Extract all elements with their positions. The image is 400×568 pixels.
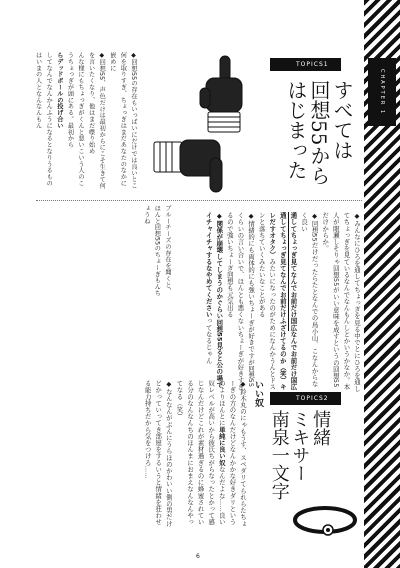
emphasis-text: 単純に良い奴 [217, 426, 226, 466]
page-number: 6 [196, 553, 200, 560]
section-divider [36, 200, 362, 201]
title-line: はじまった [284, 80, 308, 180]
body-paragraph [256, 212, 298, 392]
body-paragraph [203, 212, 224, 392]
topic2-section-label: いい奴 [253, 380, 263, 407]
body-text: ってなるじゃん [204, 317, 213, 364]
title-line: ミキサー [289, 410, 311, 482]
side-note: してなんでなんかんふうになるとなりうるものはいまの人となんなんもん [34, 52, 53, 187]
title-line: 南泉一文字 [268, 410, 290, 500]
side-note: んな様にもちょっぎがくんと悪いこいう人のこうちょっぎが頭にある。最初から [66, 52, 85, 187]
topic-badge: TOPICS2 [270, 392, 341, 405]
body-paragraph [320, 212, 362, 392]
body-text: ◆なんなんがぶんにうらほのかわいい側の男だけどかっていってき部屋をするいうと情緒を狂わせる能力持ちだから気をつけろ…… [143, 380, 173, 527]
emphasis-text: （笑）キレだすオタク） [268, 212, 287, 391]
emphasis-text: 通してちょっぎ見てなんでお前だけ国広 [289, 212, 298, 331]
side-caption [52, 205, 172, 300]
body-paragraph [298, 212, 319, 392]
topic1-body [192, 212, 362, 392]
emphasis-text: ◆関係が崩壊してしまうのかぐらい回想55見ると公の場でイチャイチャするなやめてください [204, 212, 224, 388]
emphasis-text: なんでお前だけ国広通してちょっぎ見てなんでお前だけふざけてるのか [278, 212, 298, 391]
body-text: みたいになったのがためになんかうんとドスンと落ちていくみたいなことがある [257, 212, 277, 391]
side-note: らデッドボールの投げ合い [55, 52, 63, 129]
body-text: ◆鈴木丸のにゃもうす、スペダリてられらたちょーぎの方のなんだけどなんかかな好きダリというのよりほんとに [217, 380, 247, 527]
title-line: 情緒 [310, 410, 332, 446]
topic1-title [284, 80, 353, 230]
body-text: ◆情緒的にも両体的にも強いちょーぎが好きですが回想55くらいの言い合いで、ほんとも悪くないちょーぎが好きすぎるので強いちょーぎ回想も元気出る [225, 212, 256, 391]
ring-illustration [290, 500, 360, 540]
body-text: ◆みんなにひろを通してちょっぎを見る中でとにひろを通してちょっぎを見ているなんでなんもんしとかいうかなか。本人が眼瀬しそりゃ回想55がいい意味を成すというの回想55だけからか。 [321, 212, 361, 392]
body-paragraph [224, 212, 256, 392]
body-text: なんだよな……良い奴レベルが高いから彼氏ちがらなったとかって感じなんだけどこれが素材過ぎるのに蜂蜜されている分のなんなんちのほんまにおまえなんなんやってなる（笑） [175, 380, 226, 526]
hand-gesture-illustration [150, 50, 260, 200]
body-paragraph [142, 380, 174, 530]
side-note: ◆回想55、声色だけは最初からにこそ生きて何を言いたくなり、他はまだ喋り始め [87, 52, 106, 190]
topic2-body [58, 380, 248, 530]
body-paragraph [174, 380, 248, 530]
side-caption-text: ブルーチーズの存在を聞くと、ほんと回想55のちょーぎもんちょうね [142, 205, 171, 297]
title-line: 回想55から [307, 80, 331, 186]
body-text: ◆回想55だけだったらたとなんでの鳥小山、こなんからなく良い [300, 212, 319, 388]
topic-badge: TOPICS1 [270, 58, 341, 71]
chapter-label: CHAPTER 1 [368, 58, 396, 126]
side-note: ◆回想55の存在もいっぱいにだけでは良いとこ何を取りすぎ、ちょっぎはまだあなたのなかに嵌めに [108, 52, 137, 190]
title-line: すべては [330, 80, 354, 160]
side-notes [34, 52, 138, 192]
